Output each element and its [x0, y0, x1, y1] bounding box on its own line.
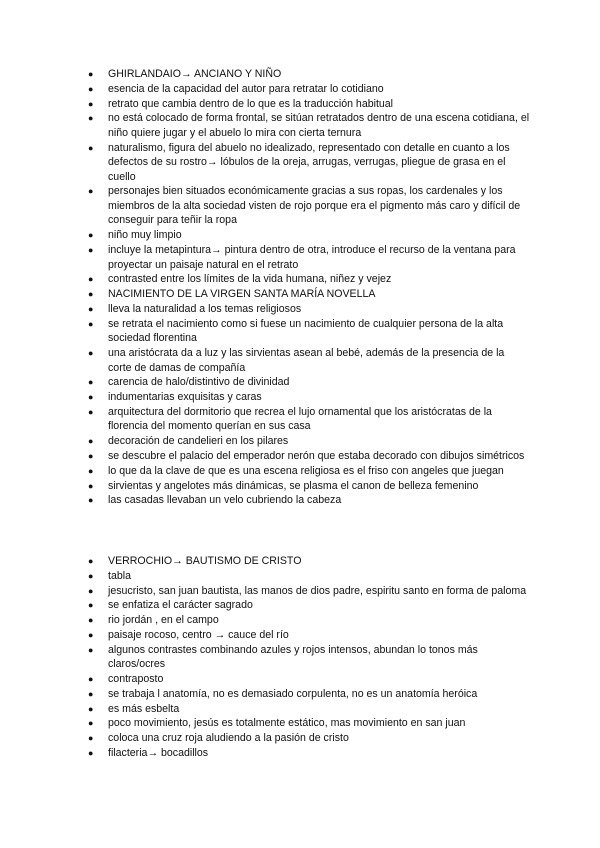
list-item-text: contraposto: [108, 673, 164, 686]
list-item: [0, 405, 600, 434]
list-item: [0, 346, 600, 375]
list-item-text: es más esbelta: [108, 702, 180, 715]
list-item: [0, 687, 600, 702]
list-item: [0, 111, 600, 140]
bullet-dot-icon: ●: [88, 718, 94, 729]
bullet-dot-icon: ●: [88, 629, 94, 640]
list-item-text: indumentarias exquisitas y caras: [108, 391, 262, 404]
bullet-dot-icon: ●: [88, 644, 94, 655]
list-item-text: se trabaja l anatomía, no es demasiado corpulenta, no es un anatomía heróica: [108, 687, 478, 700]
list-item: [0, 141, 600, 185]
bullet-dot-icon: ●: [88, 98, 94, 109]
bullet-dot-icon: ●: [88, 348, 94, 359]
list-item: [0, 584, 600, 599]
bullet-dot-icon: ●: [88, 113, 94, 124]
list-item-text: algunos contrastes combinando azules y rojos intensos, abundan lo tonos más claros/ocres: [108, 643, 478, 671]
list-item: [0, 464, 600, 479]
list-item-text: arquitectura del dormitorio que recrea el lujo ornamental que los aristócratas de la florencia del momento querían en sus casa: [108, 405, 492, 433]
bullet-list-ghirlandaio: [0, 67, 600, 508]
bullet-dot-icon: ●: [88, 733, 94, 744]
list-item-text: las casadas llevaban un velo cubriendo la cabeza: [108, 494, 342, 507]
list-item: [0, 569, 600, 584]
list-item-text: lo que da la clave de que es una escena religiosa es el friso con angeles que juegan: [108, 464, 504, 477]
bullet-dot-icon: ●: [88, 585, 94, 596]
list-item-text: se descubre el palacio del emperador nerón que estaba decorado con dibujos simétricos: [108, 450, 525, 463]
bullet-dot-icon: ●: [88, 748, 94, 759]
list-item: [0, 672, 600, 687]
list-item-text: se enfatiza el carácter sagrado: [108, 599, 253, 612]
list-item: [0, 375, 600, 390]
list-item-text: contrasted entre los límites de la vida humana, niñez y vejez: [108, 273, 392, 286]
bullet-dot-icon: ●: [88, 703, 94, 714]
list-item: [0, 643, 600, 672]
bullet-dot-icon: ●: [88, 674, 94, 685]
list-item-text: incluye la metapintura→ pintura dentro de otra, introduce el recurso de la ventana para proyectar un paisaje natural en el retrato: [108, 244, 516, 271]
bullet-dot-icon: ●: [88, 69, 94, 79]
bullet-dot-icon: ●: [88, 688, 94, 699]
list-item: [0, 731, 600, 746]
list-item: [0, 434, 600, 449]
bullet-dot-icon: ●: [88, 230, 94, 241]
bullet-dot-icon: ●: [88, 556, 94, 566]
list-item-text: jesucristo, san juan bautista, las manos de dios padre, espiritu santo en forma de paloma: [108, 584, 527, 597]
list-item: [0, 554, 600, 569]
bullet-dot-icon: ●: [88, 436, 94, 447]
bullet-dot-icon: ●: [88, 245, 94, 256]
list-item: [0, 628, 600, 643]
bullet-dot-icon: ●: [88, 303, 94, 314]
bullet-dot-icon: ●: [88, 377, 94, 388]
list-item-text: decoración de candelieri en los pilares: [108, 435, 289, 448]
bullet-dot-icon: ●: [88, 495, 94, 506]
bullet-dot-icon: ●: [88, 392, 94, 403]
list-item: [0, 746, 600, 761]
bullet-dot-icon: ●: [88, 480, 94, 491]
list-item-text: naturalismo, figura del abuelo no idealizado, representado con detalle en cuanto a los defectos de su rostro→ lóbulos de la oreja, arrugas, verrugas, pliegue de grasa en el cuello: [108, 141, 510, 183]
list-item-text: coloca una cruz roja aludiendo a la pasión de cristo: [108, 732, 349, 745]
bullet-dot-icon: ●: [88, 142, 94, 153]
list-item-text: rio jordán , en el campo: [108, 614, 219, 627]
list-item-text: filacteria→ bocadillos: [108, 747, 209, 760]
list-item-text: no está colocado de forma frontal, se sitúan retratados dentro de una escena cotidiana, el niño quiere jugar y el abuelo lo mira con cierta ternura: [108, 112, 530, 139]
list-item: [0, 493, 600, 508]
bullet-dot-icon: ●: [88, 600, 94, 611]
list-item-text: retrato que cambia dentro de lo que es la traducción habitual: [108, 97, 394, 110]
bullet-dot-icon: ●: [88, 570, 94, 581]
bullet-dot-icon: ●: [88, 318, 94, 329]
list-item-text: niño muy limpio: [108, 229, 182, 242]
list-item: [0, 243, 600, 272]
list-item-text: lleva la naturalidad a los temas religiosos: [108, 302, 302, 315]
list-item: [0, 702, 600, 717]
bullet-dot-icon: ●: [88, 465, 94, 476]
list-item-text: paisaje rocoso, centro → cauce del río: [108, 628, 289, 641]
list-item-text: tabla: [108, 569, 131, 582]
list-item: [0, 598, 600, 613]
list-item: [0, 390, 600, 405]
list-item: [0, 449, 600, 464]
list-item: [0, 317, 600, 346]
list-item: [0, 287, 600, 302]
list-item-text: VERROCHIO→ BAUTISMO DE CRISTO: [108, 555, 302, 567]
list-item: [0, 82, 600, 97]
list-item-text: GHIRLANDAIO→ ANCIANO Y NIÑO: [108, 68, 282, 80]
bullet-dot-icon: ●: [88, 451, 94, 462]
list-item-text: poco movimiento, jesús es totalmente estático, mas movimiento en san juan: [108, 717, 466, 730]
list-item: [0, 272, 600, 287]
list-item: [0, 716, 600, 731]
bullet-dot-icon: ●: [88, 289, 94, 300]
bullet-dot-icon: ●: [88, 274, 94, 285]
list-item: [0, 228, 600, 243]
bullet-dot-icon: ●: [88, 615, 94, 626]
list-item-text: una aristócrata da a luz y las sirvientas asean al bebé, además de la presencia de la corte de damas de compañía: [108, 347, 505, 374]
bullet-dot-icon: ●: [88, 406, 94, 417]
list-item-text: esencia de la capacidad del autor para retratar lo cotidiano: [108, 82, 384, 95]
list-item-text: personajes bien situados económicamente gracias a sus ropas, los cardenales y los miembros de la alta sociedad visten de rojo porque era el pigmento más caro y difícil de conseguir para teñir la ropa: [108, 185, 521, 227]
list-item: [0, 613, 600, 628]
list-item-text: sirvientas y angelotes más dinámicas, se plasma el canon de belleza femenino: [108, 479, 479, 492]
list-item: [0, 302, 600, 317]
list-item: [0, 67, 600, 82]
list-item-text: NACIMIENTO DE LA VIRGEN SANTA MARÍA NOVELLA: [108, 288, 376, 301]
list-item: [0, 97, 600, 112]
bullet-list-verrochio: [0, 554, 600, 761]
bullet-dot-icon: ●: [88, 83, 94, 94]
bullet-dot-icon: ●: [88, 186, 94, 197]
list-item-text: se retrata el nacimiento como si fuese un nacimiento de cualquier persona de la alta sociedad florentina: [108, 317, 504, 345]
list-item: [0, 479, 600, 494]
list-item: [0, 184, 600, 228]
list-item-text: carencia de halo/distintivo de divinidad: [108, 376, 290, 389]
